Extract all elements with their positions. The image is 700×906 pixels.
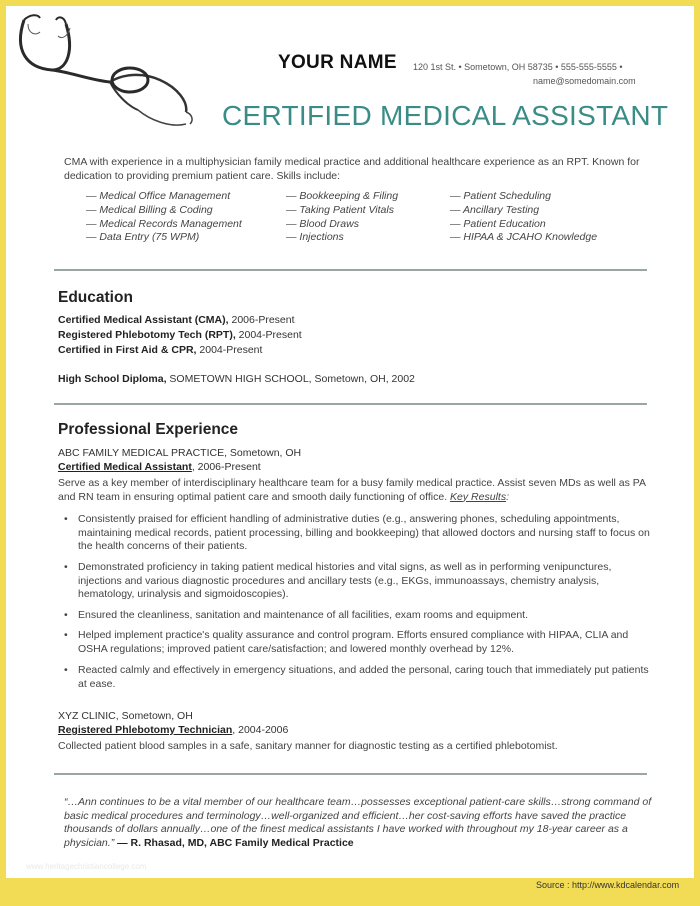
contact-line: 120 1st St. • Sometown, OH 58735 • 555-555-5555 • (413, 62, 623, 72)
credential-detail: 2004-Present (196, 344, 263, 356)
key-results-colon: : (506, 490, 509, 503)
education-item (58, 313, 415, 328)
credential: Certified Medical Assistant (CMA), (58, 314, 229, 326)
skill-item: — Injections (286, 231, 344, 244)
credential-detail: 2004-Present (235, 329, 302, 341)
job-title-heading: CERTIFIED MEDICAL ASSISTANT (222, 100, 669, 131)
key-results-label: Key Results (450, 490, 507, 503)
stethoscope-icon (10, 10, 210, 140)
contact-email[interactable]: name@somedomain.com (533, 76, 636, 86)
education-list (58, 313, 415, 387)
education-heading: Education (58, 289, 133, 306)
credential: Registered Phlebotomy Tech (RPT), (58, 329, 236, 341)
testimonial-quote: “…Ann continues to be a vital member of our healthcare team…possesses exceptional patient-care skills…strong command of basic medical procedures and terminology…well-organized and efficient…her cost-saving efforts have saved the practice thousands of dollars annually…one of the finest medical assistants I have worked with throughout my 18-year career as a physician.” (64, 796, 652, 849)
employer: ABC FAMILY MEDICAL PRACTICE, Sometown, OH (58, 447, 302, 459)
education-item (58, 372, 415, 387)
bullet-icon: • (64, 664, 68, 676)
result-bullet: Demonstrated proficiency in taking patient medical histories and vital signs, as well as in performing venipunctures, injections and various diagnostic procedures and ancillary tests (e.g., EKGs, immunoassays, chemistry analysis, hematology, urinalysis and sigmoidoscopies). (78, 561, 612, 601)
testimonial-attribution: — R. Rhasad, MD, ABC Family Medical Practice (114, 836, 354, 849)
credential-detail: 2006-Present (228, 314, 295, 326)
experience-heading: Professional Experience (58, 421, 239, 438)
skill-item: — Data Entry (75 WPM) (86, 231, 200, 244)
skill-item: — Bookkeeping & Filing (286, 190, 399, 202)
section-divider (54, 773, 647, 775)
skill-item: — Blood Draws (286, 217, 359, 230)
candidate-name: YOUR NAME (278, 52, 397, 73)
summary-text: CMA with experience in a multiphysician family medical practice and additional healthcare experience as an RPT. Known for dedication to providing premium patient care. Skills include: (64, 156, 640, 182)
result-bullet: Ensured the cleanliness, sanitation and maintenance of all facilities, exam rooms and equipment. (78, 609, 529, 621)
job-header (58, 709, 288, 737)
job-description-text: Serve as a key member of interdisciplinary healthcare team for a busy family medical practice. Assist seven MDs as well as PA and RN team in ensuring optimal patient care and smooth daily functioning of office. (58, 477, 646, 503)
skill-item: — Ancillary Testing (450, 203, 540, 216)
job-title-line (58, 460, 301, 474)
job-title-line (58, 723, 288, 737)
bullet-icon: • (64, 629, 68, 641)
skill-item: — Medical Records Management (86, 217, 242, 230)
job-dates: , 2004-2006 (232, 724, 289, 736)
skill-item: — HIPAA & JCAHO Knowledge (450, 231, 598, 244)
section-divider (54, 269, 647, 271)
credential: Certified in First Aid & CPR, (58, 344, 197, 356)
job-title: Certified Medical Assistant (58, 461, 192, 473)
skill-item: — Medical Office Management (86, 190, 231, 202)
job-description: Collected patient blood samples in a safe, sanitary manner for diagnostic testing as a certified phlebotomist. (58, 740, 558, 752)
education-item (58, 343, 415, 358)
source-credit[interactable]: Source : http://www.kdcalendar.com (536, 880, 680, 890)
result-bullet: Consistently praised for efficient handling of administrative duties (e.g., answering phones, scheduling appointments, maintaining medical records, patient processing, billing and bookkeeping) that allowed doctors and nursing staff to focus on the health concerns of their patients. (78, 513, 650, 553)
skills-column-1 (86, 190, 242, 245)
section-divider (54, 403, 647, 405)
skills-column-2 (286, 190, 398, 245)
credential: High School Diploma, (58, 373, 167, 385)
employer: XYZ CLINIC, Sometown, OH (58, 710, 193, 722)
result-bullet: Reacted calmly and effectively in emergency situations, and added the personal, caring touch that immediately put patients at ease. (78, 664, 649, 690)
bullet-icon: • (64, 561, 68, 573)
credential-detail: SOMETOWN HIGH SCHOOL, Sometown, OH, 2002 (166, 373, 415, 385)
job-header (58, 446, 301, 474)
job-dates: , 2006-Present (191, 461, 261, 473)
testimonial (64, 796, 654, 850)
watermark: www.heritagechristiancollege.com (26, 862, 147, 871)
job-title: Registered Phlebotomy Technician (58, 724, 233, 736)
result-bullet: Helped implement practice's quality assurance and control program. Efforts ensured compliance with HIPAA, CLIA and OSHA regulations; improved patient care/satisfaction; and lowered monthly overhead by 12%. (78, 629, 629, 655)
skill-item: — Medical Billing & Coding (86, 203, 213, 216)
bullet-icon: • (64, 609, 68, 621)
job-description (58, 477, 648, 504)
bullet-icon: • (64, 513, 68, 525)
resume-page (6, 6, 694, 878)
education-item (58, 328, 415, 343)
skill-item: — Patient Scheduling (450, 190, 551, 202)
skills-column-3 (450, 190, 597, 245)
skill-item: — Taking Patient Vitals (286, 203, 394, 216)
skill-item: — Patient Education (450, 217, 546, 230)
